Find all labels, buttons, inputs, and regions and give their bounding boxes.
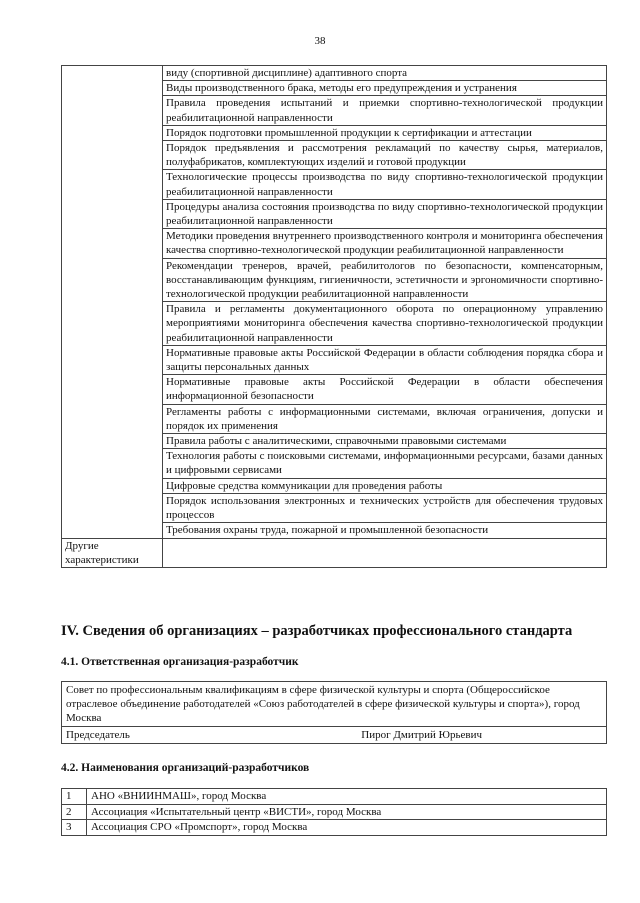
developer-number: 3 (62, 820, 87, 836)
requirement-cell: Процедуры анализа состояния производства по виду спортивно-технологической продукции реабилитационной направленности (163, 199, 607, 228)
developers-heading: 4.2. Наименования организаций-разработчиков (61, 762, 310, 774)
developer-row (62, 789, 607, 805)
chair-title: Председатель (66, 729, 130, 741)
developer-row (62, 804, 607, 820)
requirement-cell: Нормативные правовые акты Российской Федерации в области соблюдения порядка сбора и защиты персональных данных (163, 345, 607, 374)
requirement-cell: Технология работы с поисковыми системами, информационными ресурсами, базами данных и цифровыми сервисами (163, 449, 607, 478)
requirement-cell: Правила проведения испытаний и приемки спортивно-технологической продукции реабилитационной направленности (163, 96, 607, 125)
requirement-cell: Рекомендации тренеров, врачей, реабилитологов по безопасности, компенсаторным, восстанавливающим функциям, гигиеничности, эстетичности и эргономичности спортивно-технологической продукции реабилитационной направленности (163, 258, 607, 302)
responsible-org-heading: 4.1. Ответственная организация-разработчик (61, 656, 299, 668)
requirement-cell: Порядок подготовки промышленной продукции к сертификации и аттестации (163, 125, 607, 140)
requirement-cell: Методики проведения внутреннего производственного контроля и мониторинга обеспечения качества спортивно-технологической продукции реабилитационной направленности (163, 229, 607, 258)
developer-number: 1 (62, 789, 87, 805)
requirement-cell: Порядок использования электронных и технических устройств для обеспечения трудовых процессов (163, 493, 607, 522)
developer-name: Ассоциация СРО «Промспорт», город Москва (87, 820, 607, 836)
other-characteristics-label: Другие характеристики (62, 538, 163, 567)
requirement-cell: Требования охраны труда, пожарной и промышленной безопасности (163, 523, 607, 538)
requirement-cell: Технологические процессы производства по виду спортивно-технологической продукции реабилитационной направленности (163, 170, 607, 199)
requirement-cell: виду (спортивной дисциплине) адаптивного спорта (163, 66, 607, 81)
chair-name: Пирог Дмитрий Юрьевич (361, 729, 482, 741)
knowledge-requirements-table (61, 65, 607, 568)
requirement-cell: Цифровые средства коммуникации для проведения работы (163, 478, 607, 493)
requirement-cell: Правила и регламенты документационного оборота по операционному управлению мероприятиями мониторинга обеспечения качества спортивно-технологической продукции реабилитационной направленности (163, 302, 607, 346)
requirement-cell: Правила работы с аналитическими, справочными правовыми системами (163, 434, 607, 449)
developer-name: АНО «ВНИИНМАШ», город Москва (87, 789, 607, 805)
requirement-cell: Нормативные правовые акты Российской Федерации в области обеспечения информационной безопасности (163, 375, 607, 404)
responsible-org-table (61, 681, 607, 744)
section-title: IV. Сведения об организациях – разработчиках профессионального стандарта (61, 623, 573, 639)
developer-number: 2 (62, 804, 87, 820)
row-label-cell (62, 66, 163, 539)
requirement-cell: Регламенты работы с информационными системами, включая ограничения, допуски и порядок их применения (163, 404, 607, 433)
responsible-org-name: Совет по профессиональным квалификациям в сфере физической культуры и спорта (Общероссийское отраслевое объединение работодателей «Союз работодателей в сфере физической культуры и спорта»), город Москва (62, 682, 607, 727)
table-row (62, 538, 607, 567)
requirement-cell: Порядок предъявления и рассмотрения рекламаций по качеству сырья, материалов, полуфабрикатов, комплектующих изделий и готовой продукции (163, 141, 607, 170)
requirement-cell: Виды производственного брака, методы его предупреждения и устранения (163, 81, 607, 96)
chair-row (62, 727, 607, 744)
table-row (62, 66, 607, 81)
page-number: 38 (314, 35, 326, 47)
developers-table (61, 788, 607, 836)
developer-row (62, 820, 607, 836)
other-characteristics-value (163, 538, 607, 567)
developer-name: Ассоциация «Испытательный центр «ВИСТИ», город Москва (87, 804, 607, 820)
